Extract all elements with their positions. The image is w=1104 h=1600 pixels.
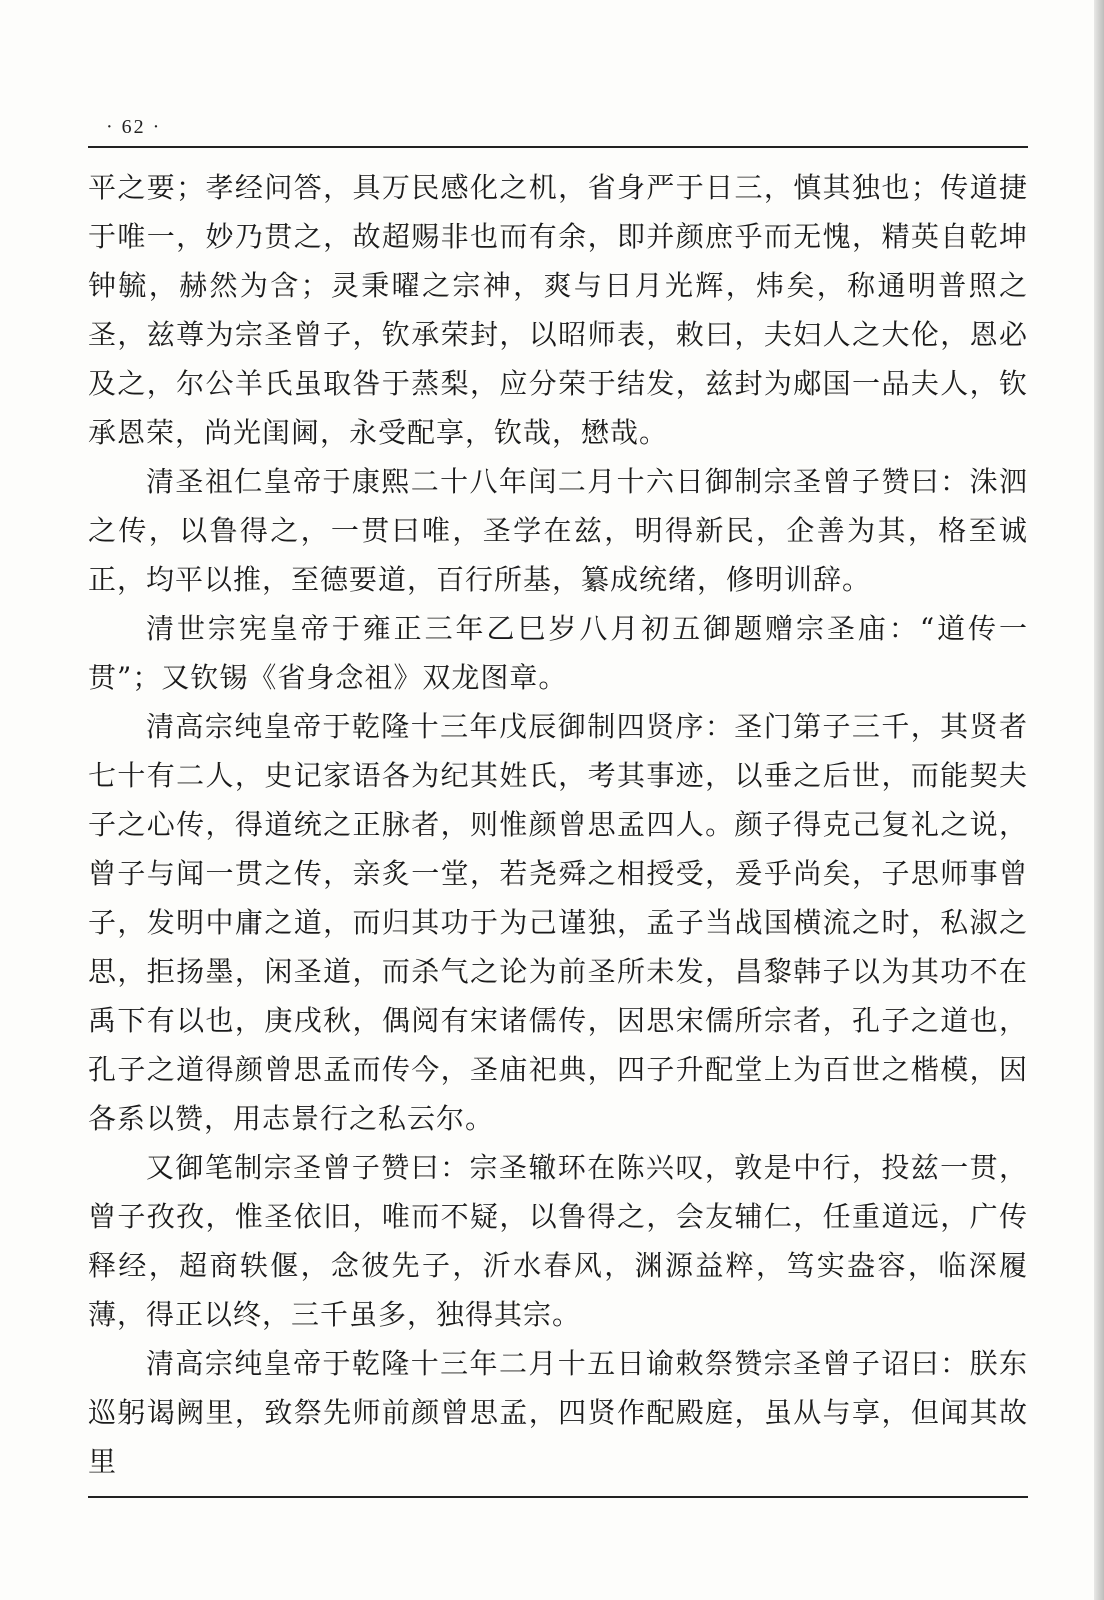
page-binding-edge <box>1094 0 1104 1600</box>
paragraph: 清世宗宪皇帝于雍正三年乙巳岁八月初五御题赠宗圣庙：“道传一贯”；又钦锡《省身念祖》双龙图章。 <box>88 612 1028 694</box>
paragraph-continuation: 平之要；孝经问答，具万民感化之机，省身严于日三，慎其独也；传道捷于唯一，妙乃贯之，故超赐非也而有余，即并颜庶乎而无愧，精英自乾坤钟毓，赫然为含；灵秉曜之宗神，爽与日月光辉，炜矣，称通明普照之圣，兹尊为宗圣曾子，钦承荣封，以昭师表，敕曰，夫妇人之大伦，恩必及之，尔公羊氏虽取咎于蒸梨，应分荣于结发，兹封为郕国一品夫人，钦承恩荣，尚光闺阃，永受配享，钦哉，懋哉。 <box>88 171 1028 449</box>
paragraph: 又御笔制宗圣曾子赞曰：宗圣辙环在陈兴叹，敦是中行，投兹一贯，曾子孜孜，惟圣依旧，唯而不疑，以鲁得之，会友辅仁，任重道远，广传释经，超商轶偃，念彼先子，沂水春风，渊源益粹，笃实盎容，临深履薄，得正以终，三千虽多，独得其宗。 <box>88 1151 1028 1331</box>
paragraph: 清高宗纯皇帝于乾隆十三年二月十五日谕敕祭赞宗圣曾子诏曰：朕东巡躬谒阙里，致祭先师前颜曾思孟，四贤作配殿庭，虽从与享，但闻其故里 <box>88 1347 1028 1478</box>
paragraph: 清圣祖仁皇帝于康熙二十八年闰二月十六日御制宗圣曾子赞曰：洙泗之传，以鲁得之，一贯曰唯，圣学在兹，明得新民，企善为其，格至诚正，均平以推，至德要道，百行所基，纂成统绪，修明训辞。 <box>88 465 1028 596</box>
page-number: · 62 · <box>106 116 162 138</box>
header-rule <box>88 146 1028 148</box>
paragraph: 清高宗纯皇帝于乾隆十三年戊辰御制四贤序：圣门第子三千，其贤者七十有二人，史记家语各为纪其姓氏，考其事迹，以垂之后世，而能契夫子之心传，得道统之正脉者，则惟颜曾思孟四人。颜子得克己复礼之说，曾子与闻一贯之传，亲炙一堂，若尧舜之相授受，爰乎尚矣，子思师事曾子，发明中庸之道，而归其功于为己谨独，孟子当战国横流之时，私淑之思，拒扬墨，闲圣道，而杀气之论为前圣所未发，昌黎韩子以为其功不在禹下有以也，庚戌秋，偶阅有宋诸儒传，因思宋儒所宗者，孔子之道也，孔子之道得颜曾思孟而传今，圣庙祀典，四子升配堂上为百世之楷模，因各系以赞，用志景行之私云尔。 <box>88 710 1028 1135</box>
document-body <box>88 163 1028 1486</box>
footer-rule <box>88 1496 1028 1498</box>
